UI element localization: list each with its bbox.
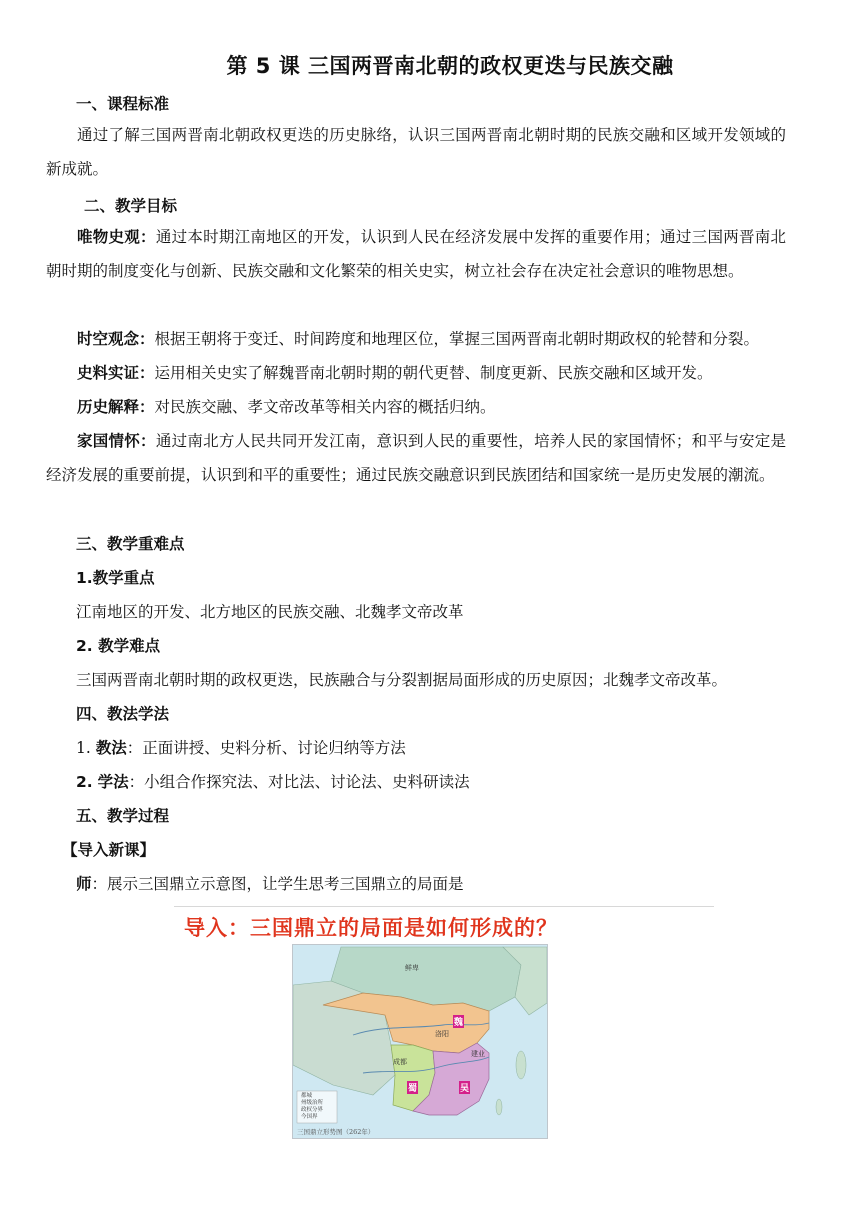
objective-label: 历史解释： — [77, 398, 155, 416]
slide-divider — [174, 906, 714, 907]
map-label-wu: 吴 — [459, 1081, 470, 1094]
map-label-xianbei: 鲜卑 — [405, 964, 419, 972]
method-number: 2. — [76, 773, 93, 791]
section-heading-process: 五、教学过程 — [76, 807, 170, 825]
objective-interpretation — [46, 390, 786, 424]
section-heading-key-points: 三、教学重难点 — [76, 535, 185, 553]
difficulty-text: 三国两晋南北朝时期的政权更迭，民族融合与分裂割据局面形成的历史原因；北魏孝文帝改革。 — [76, 671, 728, 689]
teacher-line — [76, 874, 464, 894]
teaching-method — [76, 738, 406, 758]
objective-label: 史料实证： — [77, 364, 155, 382]
three-kingdoms-map — [292, 944, 548, 1139]
map-label-shu: 蜀 — [407, 1081, 418, 1094]
map-caption: 三国鼎立形势图（262年） — [297, 1128, 375, 1136]
objective-label: 唯物史观： — [77, 228, 156, 246]
map-label-wei: 魏 — [453, 1015, 464, 1028]
page-title: 第 5 课 三国两晋南北朝的政权更迭与民族交融 — [226, 54, 674, 78]
slide-title: 导入：三国鼎立的局面是如何形成的？ — [184, 916, 558, 940]
map-island — [496, 1099, 502, 1115]
key-point-heading: 1.教学重点 — [76, 569, 155, 587]
map-drawing — [293, 945, 547, 1138]
objective-evidence — [46, 356, 786, 390]
method-text: ：正面讲授、史料分析、讨论归纳等方法 — [126, 739, 406, 757]
map-legend-item: 州级治所 — [301, 1100, 324, 1106]
objective-materialism — [46, 220, 786, 288]
objective-text: 根据王朝将于变迁、时间跨度和地理区位，掌握三国两晋南北朝时期政权的轮替和分裂。 — [154, 330, 760, 348]
section-heading-objectives: 二、教学目标 — [84, 197, 178, 215]
map-legend-item: 今国界 — [301, 1114, 318, 1120]
map-label-luoyang: 洛阳 — [435, 1030, 449, 1038]
objective-patriotism — [46, 424, 786, 492]
objective-time-space — [46, 322, 786, 356]
learning-method — [76, 772, 470, 792]
map-label-jianye: 建业 — [471, 1050, 485, 1058]
section-heading-methods: 四、教法学法 — [76, 705, 170, 723]
map-legend-item: 都城 — [301, 1093, 313, 1099]
method-label: 教法 — [95, 739, 127, 757]
slide-image — [174, 906, 714, 1136]
teacher-label: 师 — [76, 875, 92, 893]
objective-label: 时空观念： — [77, 330, 155, 348]
key-point-text: 江南地区的开发、北方地区的民族交融、北魏孝文帝改革 — [76, 603, 464, 621]
section-heading-standards: 一、课程标准 — [76, 95, 170, 113]
objective-label: 家国情怀： — [77, 432, 156, 450]
map-legend — [301, 1093, 323, 1121]
standards-paragraph: 通过了解三国两晋南北朝政权更迭的历史脉络，认识三国两晋南北朝时期的民族交融和区域开发领域的新成就。 — [46, 126, 786, 178]
method-number: 1. — [76, 739, 91, 757]
objective-text: 运用相关史实了解魏晋南北朝时期的朝代更替、制度更新、民族交融和区域开发。 — [154, 364, 713, 382]
method-label: 学法 — [97, 773, 129, 791]
objective-text: 通过本时期江南地区的开发，认识到人民在经济发展中发挥的重要作用；通过三国两晋南北朝时期的制度变化与创新、民族交融和文化繁荣的相关史实，树立社会存在决定社会意识的唯物思想。 — [46, 228, 786, 280]
method-text: ：小组合作探究法、对比法、讨论法、史料研读法 — [128, 773, 470, 791]
teacher-text: ：展示三国鼎立示意图，让学生思考三国鼎立的局面是 — [91, 875, 464, 893]
objective-text: 通过南北方人民共同开发江南，意识到人民的重要性，培养人民的家国情怀；和平与安定是经济发展的重要前提，认识到和平的重要性；通过民族交融意识到民族团结和国家统一是历史发展的潮流。 — [46, 432, 786, 484]
map-legend-item: 政权分界 — [301, 1107, 324, 1113]
map-label-chengdu: 成都 — [393, 1058, 407, 1066]
map-island — [516, 1051, 526, 1079]
difficulty-heading: 2. 教学难点 — [76, 637, 161, 655]
objective-text: 对民族交融、孝文帝改革等相关内容的概括归纳。 — [154, 398, 496, 416]
intro-heading: 【导入新课】 — [62, 841, 156, 859]
